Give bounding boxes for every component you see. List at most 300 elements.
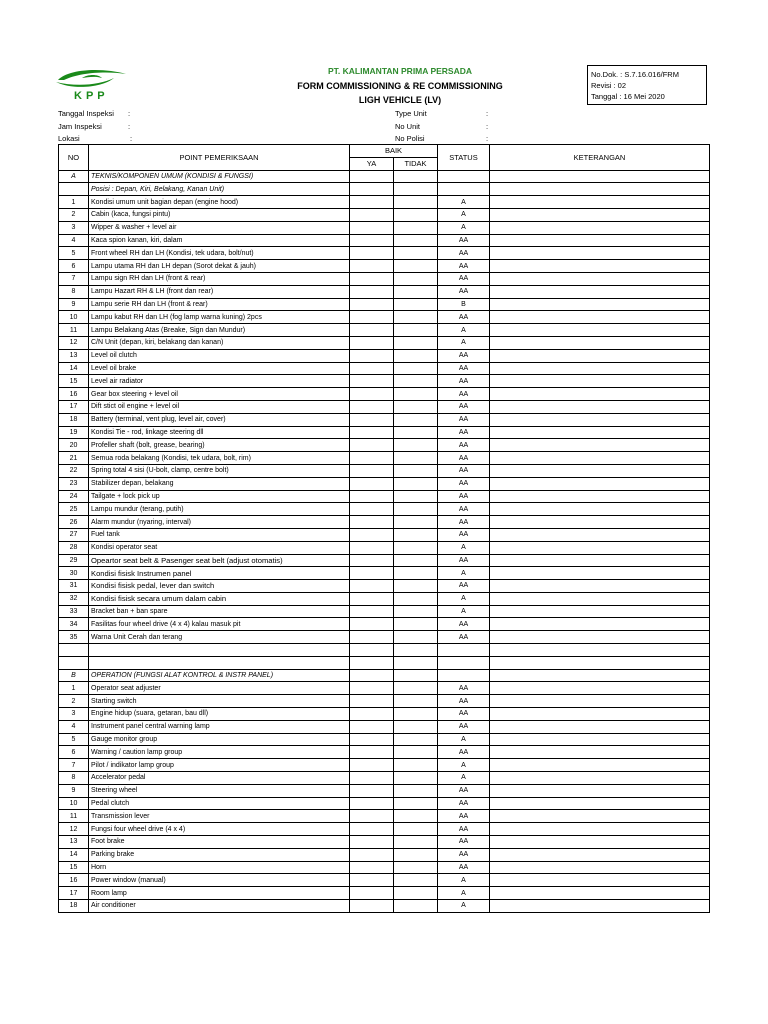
header-ya: YA [350,157,394,170]
row-keterangan[interactable] [490,567,710,580]
row-number: 27 [59,528,89,541]
row-item: Level oil brake [89,362,350,375]
row-item: Kondisi umum unit bagian depan (engine hood) [89,196,350,209]
row-status: AA [438,631,490,644]
row-keterangan[interactable] [490,605,710,618]
table-row [59,874,710,887]
row-status: AA [438,746,490,759]
row-ya-checkbox[interactable] [350,528,394,541]
table-row [59,605,710,618]
row-keterangan[interactable] [490,298,710,311]
row-tidak-checkbox[interactable] [394,272,438,285]
row-ya-checkbox[interactable] [350,605,394,618]
row-tidak-checkbox[interactable] [394,797,438,810]
row-tidak-checkbox[interactable] [394,400,438,413]
row-status: B [438,298,490,311]
table-row [59,900,710,913]
colon: : [486,122,489,131]
row-status: A [438,772,490,785]
row-ya-checkbox[interactable] [350,682,394,695]
row-keterangan[interactable] [490,285,710,298]
row-tidak-checkbox[interactable] [394,772,438,785]
row-ya-checkbox[interactable] [350,874,394,887]
row-number: 6 [59,260,89,273]
row-status: AA [438,285,490,298]
row-tidak-checkbox[interactable] [394,823,438,836]
row-ya-checkbox[interactable] [350,400,394,413]
logo-swoosh-icon [52,66,132,92]
row-tidak-checkbox[interactable] [394,234,438,247]
row-keterangan[interactable] [490,260,710,273]
row-status: AA [438,247,490,260]
row-status: AA [438,618,490,631]
row-number: 9 [59,784,89,797]
row-number: 3 [59,708,89,721]
row-tidak-checkbox[interactable] [394,247,438,260]
row-item: Parking brake [89,848,350,861]
row-keterangan[interactable] [490,490,710,503]
row-ya-checkbox[interactable] [350,503,394,516]
table-row [59,336,710,349]
row-tidak-checkbox[interactable] [394,260,438,273]
row-keterangan[interactable] [490,592,710,605]
table-row [59,362,710,375]
row-ya-checkbox[interactable] [350,208,394,221]
row-number: 1 [59,682,89,695]
row-keterangan[interactable] [490,772,710,785]
row-number: 2 [59,208,89,221]
row-ya-checkbox[interactable] [350,336,394,349]
row-tidak-checkbox[interactable] [394,567,438,580]
row-keterangan[interactable] [490,208,710,221]
colon: : [486,109,489,118]
row-status: AA [438,516,490,529]
row-ya-checkbox[interactable] [350,221,394,234]
row-keterangan[interactable] [490,554,710,567]
row-tidak-checkbox[interactable] [394,349,438,362]
row-status: AA [438,349,490,362]
row-ya-checkbox[interactable] [350,772,394,785]
row-status: AA [438,375,490,388]
row-ya-checkbox[interactable] [350,541,394,554]
row-number: 12 [59,336,89,349]
row-number: 7 [59,759,89,772]
table-row [59,848,710,861]
row-ya-checkbox[interactable] [350,733,394,746]
row-ya-checkbox[interactable] [350,234,394,247]
row-keterangan[interactable] [490,388,710,401]
row-keterangan[interactable] [490,733,710,746]
row-ya-checkbox[interactable] [350,848,394,861]
row-number: 11 [59,810,89,823]
row-keterangan[interactable] [490,784,710,797]
table-row [59,234,710,247]
row-tidak-checkbox[interactable] [394,618,438,631]
row-number: 16 [59,874,89,887]
row-keterangan[interactable] [490,362,710,375]
form-subtitle: LIGH VEHICLE (LV) [358,95,442,105]
row-item: Gauge monitor group [89,733,350,746]
row-keterangan[interactable] [490,311,710,324]
row-number: 10 [59,311,89,324]
header-point: POINT PEMERIKSAAN [89,145,350,171]
row-tidak-checkbox[interactable] [394,336,438,349]
section-spacer [59,644,710,670]
row-ya-checkbox[interactable] [350,708,394,721]
row-keterangan[interactable] [490,221,710,234]
row-tidak-checkbox[interactable] [394,836,438,849]
row-tidak-checkbox[interactable] [394,874,438,887]
row-keterangan[interactable] [490,439,710,452]
row-keterangan[interactable] [490,324,710,337]
table-row [59,695,710,708]
row-tidak-checkbox[interactable] [394,784,438,797]
row-status: AA [438,528,490,541]
row-keterangan[interactable] [490,887,710,900]
row-keterangan[interactable] [490,528,710,541]
row-tidak-checkbox[interactable] [394,375,438,388]
row-tidak-checkbox[interactable] [394,452,438,465]
row-status: AA [438,490,490,503]
row-keterangan[interactable] [490,900,710,913]
row-status: A [438,759,490,772]
table-row [59,541,710,554]
row-tidak-checkbox[interactable] [394,861,438,874]
row-ya-checkbox[interactable] [350,695,394,708]
row-tidak-checkbox[interactable] [394,324,438,337]
row-status: A [438,324,490,337]
label-lokasi: Lokasi [58,134,80,143]
row-tidak-checkbox[interactable] [394,708,438,721]
row-keterangan[interactable] [490,810,710,823]
row-ya-checkbox[interactable] [350,375,394,388]
row-item: Kondisi operator seat [89,541,350,554]
row-status: A [438,900,490,913]
row-ya-checkbox[interactable] [350,247,394,260]
section-a-subheading [59,183,710,196]
label-jam-inspeksi: Jam Inspeksi [58,122,102,131]
row-item: Foot brake [89,836,350,849]
row-keterangan[interactable] [490,708,710,721]
row-status: A [438,567,490,580]
row-number: 31 [59,580,89,593]
table-row [59,503,710,516]
row-ya-checkbox[interactable] [350,349,394,362]
row-keterangan[interactable] [490,618,710,631]
row-keterangan[interactable] [490,848,710,861]
row-status: AA [438,580,490,593]
row-item: C/N Unit (depan, kiri, belakang dan kanan) [89,336,350,349]
row-keterangan[interactable] [490,452,710,465]
row-ya-checkbox[interactable] [350,260,394,273]
row-ya-checkbox[interactable] [350,746,394,759]
row-keterangan[interactable] [490,541,710,554]
label-no-unit: No Unit [395,122,421,131]
row-tidak-checkbox[interactable] [394,208,438,221]
row-number: 12 [59,823,89,836]
row-tidak-checkbox[interactable] [394,503,438,516]
row-tidak-checkbox[interactable] [394,528,438,541]
table-row [59,887,710,900]
row-keterangan[interactable] [490,516,710,529]
row-tidak-checkbox[interactable] [394,900,438,913]
row-number: 28 [59,541,89,554]
row-item: Kondisi fisisk pedal, lever dan switch [89,580,350,593]
row-keterangan[interactable] [490,247,710,260]
row-keterangan[interactable] [490,400,710,413]
row-tidak-checkbox[interactable] [394,362,438,375]
table-row [59,823,710,836]
row-ya-checkbox[interactable] [350,554,394,567]
row-number: 29 [59,554,89,567]
row-ya-checkbox[interactable] [350,797,394,810]
row-keterangan[interactable] [490,464,710,477]
table-row [59,784,710,797]
row-item: Kondisi fisisk Instrumen panel [89,567,350,580]
row-item: Semua roda belakang (Kondisi, tek udara, bolt, rim) [89,452,350,465]
row-keterangan[interactable] [490,426,710,439]
table-row [59,298,710,311]
section-a-subtitle: Posisi : Depan, Kiri, Belakang, Kanan Unit) [89,183,350,196]
row-keterangan[interactable] [490,720,710,733]
table-row [59,464,710,477]
row-number: 17 [59,400,89,413]
row-ya-checkbox[interactable] [350,784,394,797]
row-tidak-checkbox[interactable] [394,311,438,324]
row-item: Front wheel RH dan LH (Kondisi, tek udara, bolt/nut) [89,247,350,260]
row-keterangan[interactable] [490,477,710,490]
row-tidak-checkbox[interactable] [394,592,438,605]
row-keterangan[interactable] [490,234,710,247]
row-item: Air conditioner [89,900,350,913]
row-item: Gear box steering + level oil [89,388,350,401]
row-number: 15 [59,861,89,874]
table-row [59,196,710,209]
row-status: A [438,592,490,605]
row-number: 8 [59,772,89,785]
row-ya-checkbox[interactable] [350,592,394,605]
row-status: AA [438,682,490,695]
section-a-heading [59,170,710,183]
row-ya-checkbox[interactable] [350,452,394,465]
row-number: 13 [59,836,89,849]
row-status: A [438,196,490,209]
table-row [59,260,710,273]
row-number: 6 [59,746,89,759]
row-keterangan[interactable] [490,861,710,874]
table-row [59,554,710,567]
row-status: A [438,221,490,234]
row-ya-checkbox[interactable] [350,311,394,324]
row-tidak-checkbox[interactable] [394,695,438,708]
row-tidak-checkbox[interactable] [394,541,438,554]
row-ya-checkbox[interactable] [350,388,394,401]
row-tidak-checkbox[interactable] [394,464,438,477]
table-row [59,797,710,810]
row-tidak-checkbox[interactable] [394,733,438,746]
row-number: 34 [59,618,89,631]
row-keterangan[interactable] [490,413,710,426]
row-item: Profeller shaft (bolt, grease, bearing) [89,439,350,452]
row-keterangan[interactable] [490,759,710,772]
row-status: AA [438,708,490,721]
logo-text: KPP [74,90,109,102]
row-tidak-checkbox[interactable] [394,759,438,772]
row-keterangan[interactable] [490,746,710,759]
row-number: 4 [59,234,89,247]
row-keterangan[interactable] [490,874,710,887]
row-ya-checkbox[interactable] [350,836,394,849]
row-status: AA [438,362,490,375]
row-tidak-checkbox[interactable] [394,720,438,733]
row-item: Level air radiator [89,375,350,388]
row-ya-checkbox[interactable] [350,631,394,644]
label-no-polisi: No Polisi [395,134,425,143]
row-keterangan[interactable] [490,503,710,516]
row-ya-checkbox[interactable] [350,887,394,900]
row-item: Horn [89,861,350,874]
row-tidak-checkbox[interactable] [394,682,438,695]
table-row [59,349,710,362]
row-item: Bracket ban + ban spare [89,605,350,618]
row-keterangan[interactable] [490,631,710,644]
row-tidak-checkbox[interactable] [394,580,438,593]
row-keterangan[interactable] [490,797,710,810]
row-tidak-checkbox[interactable] [394,413,438,426]
section-b-title: OPERATION (FUNGSI ALAT KONTROL & INSTR PANEL) [89,669,350,682]
table-row [59,580,710,593]
table-row [59,682,710,695]
row-tidak-checkbox[interactable] [394,388,438,401]
row-status: AA [438,477,490,490]
row-ya-checkbox[interactable] [350,272,394,285]
row-ya-checkbox[interactable] [350,196,394,209]
row-ya-checkbox[interactable] [350,567,394,580]
row-keterangan[interactable] [490,682,710,695]
row-ya-checkbox[interactable] [350,426,394,439]
row-ya-checkbox[interactable] [350,900,394,913]
row-tidak-checkbox[interactable] [394,746,438,759]
table-row [59,516,710,529]
row-ya-checkbox[interactable] [350,477,394,490]
row-keterangan[interactable] [490,336,710,349]
row-ya-checkbox[interactable] [350,439,394,452]
row-item: Kaca spion kanan, kiri, dalam [89,234,350,247]
row-ya-checkbox[interactable] [350,759,394,772]
row-item: Kondisi fisisk secara umum dalam cabin [89,592,350,605]
table-row [59,746,710,759]
row-ya-checkbox[interactable] [350,362,394,375]
row-number: 11 [59,324,89,337]
row-item: Accelerator pedal [89,772,350,785]
table-row [59,759,710,772]
row-item: Instrument panel central warning lamp [89,720,350,733]
row-ya-checkbox[interactable] [350,413,394,426]
row-tidak-checkbox[interactable] [394,196,438,209]
row-ya-checkbox[interactable] [350,298,394,311]
row-item: Alarm mundur (nyaring, interval) [89,516,350,529]
row-ya-checkbox[interactable] [350,810,394,823]
row-tidak-checkbox[interactable] [394,477,438,490]
row-ya-checkbox[interactable] [350,516,394,529]
row-number: 30 [59,567,89,580]
form-title: FORM COMMISSIONING & RE COMMISSIONING [297,81,503,91]
row-tidak-checkbox[interactable] [394,516,438,529]
row-keterangan[interactable] [490,695,710,708]
row-tidak-checkbox[interactable] [394,605,438,618]
row-tidak-checkbox[interactable] [394,221,438,234]
row-tidak-checkbox[interactable] [394,298,438,311]
row-status: AA [438,503,490,516]
section-a-title: TEKNIS/KOMPONEN UMUM (KONDISI & FUNGSI) [89,170,350,183]
row-tidak-checkbox[interactable] [394,554,438,567]
row-ya-checkbox[interactable] [350,861,394,874]
table-row [59,567,710,580]
row-number: 10 [59,797,89,810]
row-keterangan[interactable] [490,836,710,849]
row-item: Lampu mundur (terang, putih) [89,503,350,516]
row-keterangan[interactable] [490,349,710,362]
row-item: Starting switch [89,695,350,708]
company-logo [52,66,132,104]
row-number: 14 [59,362,89,375]
row-keterangan[interactable] [490,580,710,593]
header-no: NO [59,145,89,171]
table-row [59,324,710,337]
row-tidak-checkbox[interactable] [394,848,438,861]
row-ya-checkbox[interactable] [350,324,394,337]
colon: : [128,122,131,131]
table-row [59,772,710,785]
label-tanggal-inspeksi: Tanggal Inspeksi [58,109,114,118]
row-ya-checkbox[interactable] [350,580,394,593]
row-keterangan[interactable] [490,272,710,285]
row-item: Wipper & washer + level air [89,221,350,234]
row-ya-checkbox[interactable] [350,490,394,503]
row-tidak-checkbox[interactable] [394,426,438,439]
row-status: A [438,541,490,554]
row-status: AA [438,426,490,439]
table-row [59,285,710,298]
row-ya-checkbox[interactable] [350,720,394,733]
row-status: AA [438,234,490,247]
row-number: 26 [59,516,89,529]
table-row [59,426,710,439]
table-row [59,720,710,733]
row-tidak-checkbox[interactable] [394,631,438,644]
row-number: 13 [59,349,89,362]
row-ya-checkbox[interactable] [350,618,394,631]
row-ya-checkbox[interactable] [350,464,394,477]
row-tidak-checkbox[interactable] [394,810,438,823]
row-number: 9 [59,298,89,311]
row-keterangan[interactable] [490,375,710,388]
row-tidak-checkbox[interactable] [394,490,438,503]
row-tidak-checkbox[interactable] [394,439,438,452]
row-item: Pedal clutch [89,797,350,810]
doc-date: Tanggal : 16 Mei 2020 [591,92,665,101]
table-row [59,631,710,644]
row-keterangan[interactable] [490,196,710,209]
row-item: Lampu serie RH dan LH (front & rear) [89,298,350,311]
row-tidak-checkbox[interactable] [394,285,438,298]
row-status: AA [438,836,490,849]
row-keterangan[interactable] [490,823,710,836]
row-status: AA [438,272,490,285]
row-tidak-checkbox[interactable] [394,887,438,900]
row-ya-checkbox[interactable] [350,823,394,836]
row-ya-checkbox[interactable] [350,285,394,298]
